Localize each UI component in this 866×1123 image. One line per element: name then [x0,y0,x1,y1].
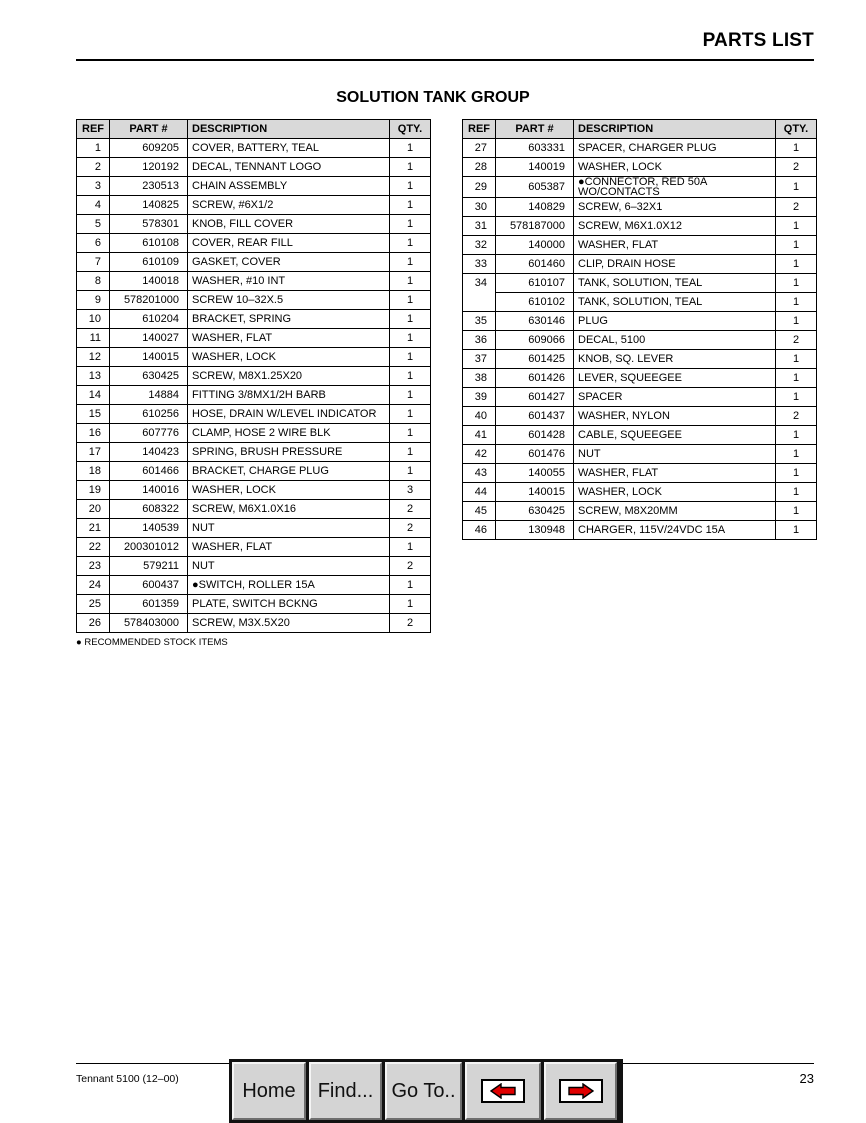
qty-cell: 2 [776,158,817,177]
part-header: PART # [496,120,574,139]
table-row [77,614,431,633]
table-row [463,521,817,540]
table-row [77,329,431,348]
qty-cell: 1 [776,139,817,158]
description-header: DESCRIPTION [574,120,776,139]
description-cell: SPACER, CHARGER PLUG [574,139,776,158]
ref-cell: 29 [463,177,496,198]
qty-header: QTY. [776,120,817,139]
description-cell: WASHER, NYLON [574,407,776,426]
part-number-cell: 609205 [110,139,188,158]
part-number-cell: 140016 [110,481,188,500]
description-cell: TANK, SOLUTION, TEAL [574,293,776,312]
qty-cell: 1 [776,255,817,274]
table-row [77,139,431,158]
qty-cell: 1 [390,234,431,253]
description-cell: FITTING 3/8MX1/2H BARB [188,386,390,405]
section-title: SOLUTION TANK GROUP [336,89,530,106]
table-row [77,386,431,405]
qty-cell: 1 [776,388,817,407]
parts-table-left [76,119,431,633]
table-row [463,198,817,217]
ref-cell: 6 [77,234,110,253]
description-cell: SCREW, M6X1.0X12 [574,217,776,236]
ref-header: REF [77,120,110,139]
ref-cell: 13 [77,367,110,386]
part-number-cell: 605387 [496,177,574,198]
qty-cell: 1 [390,139,431,158]
table-row [463,445,817,464]
description-cell: GASKET, COVER [188,253,390,272]
next-page-button[interactable] [544,1062,617,1120]
description-cell: SCREW, M6X1.0X16 [188,500,390,519]
description-cell: WASHER, LOCK [574,483,776,502]
table-row [463,331,817,350]
qty-cell: 1 [776,312,817,331]
previous-page-button[interactable] [465,1062,541,1120]
part-number-cell: 601460 [496,255,574,274]
qty-cell: 1 [776,217,817,236]
part-number-cell: 140018 [110,272,188,291]
description-cell: CHARGER, 115V/24VDC 15A [574,521,776,540]
ref-cell: 3 [77,177,110,196]
ref-cell: 25 [77,595,110,614]
table-header-row [77,120,431,139]
table-row [77,272,431,291]
ref-cell: 23 [77,557,110,576]
qty-cell: 2 [776,198,817,217]
qty-cell: 1 [390,443,431,462]
ref-cell: 4 [77,196,110,215]
qty-cell: 1 [390,405,431,424]
part-number-cell: 140539 [110,519,188,538]
table-row [463,274,817,293]
table-row [77,595,431,614]
qty-cell: 1 [390,158,431,177]
qty-cell: 1 [390,538,431,557]
part-number-cell: 601476 [496,445,574,464]
description-header: DESCRIPTION [188,120,390,139]
qty-cell: 1 [776,177,817,198]
ref-cell: 9 [77,291,110,310]
qty-cell: 1 [390,291,431,310]
description-cell: WASHER, LOCK [188,481,390,500]
qty-cell: 2 [390,519,431,538]
ref-cell: 22 [77,538,110,557]
description-cell: SCREW, M8X20MM [574,502,776,521]
part-number-cell: 630425 [496,502,574,521]
ref-cell: 40 [463,407,496,426]
qty-cell: 1 [390,177,431,196]
part-number-cell: 601359 [110,595,188,614]
table-row [77,557,431,576]
table-row [77,481,431,500]
part-number-cell: 578301 [110,215,188,234]
part-number-cell: 140000 [496,236,574,255]
part-header: PART # [110,120,188,139]
table-row [77,462,431,481]
part-number-cell: 610108 [110,234,188,253]
part-number-cell: 601466 [110,462,188,481]
parts-table-right [462,119,817,540]
qty-cell: 2 [390,557,431,576]
ref-cell: 35 [463,312,496,331]
qty-cell: 1 [776,445,817,464]
qty-cell: 1 [390,595,431,614]
qty-cell: 1 [776,236,817,255]
qty-cell: 1 [390,424,431,443]
recommended-stock-footnote: ● RECOMMENDED STOCK ITEMS [76,637,228,648]
table-row [77,291,431,310]
description-cell: SCREW, 6–32X1 [574,198,776,217]
ref-cell: 18 [77,462,110,481]
page-header-title: PARTS LIST [702,30,814,51]
description-cell: CLAMP, HOSE 2 WIRE BLK [188,424,390,443]
table-row [463,502,817,521]
table-row [77,576,431,595]
ref-cell: 12 [77,348,110,367]
find-button[interactable]: Find... [309,1062,382,1120]
part-number-cell: 200301012 [110,538,188,557]
part-number-cell: 601437 [496,407,574,426]
table-row [77,443,431,462]
description-cell: WASHER, LOCK [574,158,776,177]
part-number-cell: 607776 [110,424,188,443]
description-cell: TANK, SOLUTION, TEAL [574,274,776,293]
table-row [77,215,431,234]
description-cell: COVER, REAR FILL [188,234,390,253]
description-cell: WASHER, FLAT [188,329,390,348]
ref-cell: 8 [77,272,110,291]
ref-cell: 31 [463,217,496,236]
qty-header: QTY. [390,120,431,139]
part-number-cell: 140825 [110,196,188,215]
description-cell: WASHER, #10 INT [188,272,390,291]
ref-cell: 21 [77,519,110,538]
description-cell: WASHER, FLAT [574,236,776,255]
table-row [463,177,817,198]
description-cell: PLUG [574,312,776,331]
ref-cell: 10 [77,310,110,329]
qty-cell: 1 [776,521,817,540]
ref-cell: 38 [463,369,496,388]
qty-cell: 3 [390,481,431,500]
part-number-cell: 630146 [496,312,574,331]
part-number-cell: 579211 [110,557,188,576]
ref-cell: 28 [463,158,496,177]
ref-cell: 7 [77,253,110,272]
ref-cell: 15 [77,405,110,424]
part-number-cell: 140829 [496,198,574,217]
description-cell: DECAL, TENNANT LOGO [188,158,390,177]
part-number-cell: 578403000 [110,614,188,633]
qty-cell: 2 [390,500,431,519]
qty-cell: 1 [390,196,431,215]
ref-cell [463,293,496,312]
qty-cell: 1 [390,215,431,234]
qty-cell: 1 [776,369,817,388]
qty-cell: 2 [390,614,431,633]
description-cell: NUT [188,557,390,576]
left-arrow-icon [481,1079,525,1103]
description-cell: SCREW 10–32X.5 [188,291,390,310]
table-row [463,158,817,177]
ref-cell: 26 [77,614,110,633]
header-rule [76,59,814,61]
ref-cell: 14 [77,386,110,405]
ref-cell: 2 [77,158,110,177]
part-number-cell: 600437 [110,576,188,595]
qty-cell: 1 [776,464,817,483]
table-row [463,483,817,502]
description-cell: HOSE, DRAIN W/LEVEL INDICATOR [188,405,390,424]
description-cell: SCREW, M8X1.25X20 [188,367,390,386]
ref-cell: 44 [463,483,496,502]
goto-button[interactable]: Go To.. [385,1062,462,1120]
description-cell: BRACKET, CHARGE PLUG [188,462,390,481]
description-cell: SPRING, BRUSH PRESSURE [188,443,390,462]
ref-cell: 43 [463,464,496,483]
part-number-cell: 140027 [110,329,188,348]
description-cell: SCREW, #6X1/2 [188,196,390,215]
qty-cell: 1 [390,576,431,595]
qty-cell: 1 [776,274,817,293]
description-cell: SCREW, M3X.5X20 [188,614,390,633]
part-number-cell: 140055 [496,464,574,483]
table-row [463,312,817,331]
table-header-row [463,120,817,139]
table-row [77,519,431,538]
table-row [77,253,431,272]
table-row [463,217,817,236]
ref-cell: 27 [463,139,496,158]
table-row [463,255,817,274]
ref-cell: 11 [77,329,110,348]
part-number-cell: 630425 [110,367,188,386]
right-arrow-icon [559,1079,603,1103]
part-number-cell: 578187000 [496,217,574,236]
description-cell: ●SWITCH, ROLLER 15A [188,576,390,595]
table-row [77,538,431,557]
part-number-cell: 610109 [110,253,188,272]
table-row [77,405,431,424]
table-row [463,388,817,407]
part-number-cell: 601425 [496,350,574,369]
table-row [77,367,431,386]
part-number-cell: 610256 [110,405,188,424]
part-number-cell: 14884 [110,386,188,405]
ref-cell: 5 [77,215,110,234]
ref-cell: 30 [463,198,496,217]
table-row [463,464,817,483]
table-row [463,293,817,312]
description-cell: CLIP, DRAIN HOSE [574,255,776,274]
part-number-cell: 609066 [496,331,574,350]
qty-cell: 1 [390,367,431,386]
description-cell: KNOB, FILL COVER [188,215,390,234]
table-row [77,177,431,196]
table-row [463,139,817,158]
ref-cell: 39 [463,388,496,407]
ref-cell: 46 [463,521,496,540]
ref-cell: 24 [77,576,110,595]
qty-cell: 1 [390,348,431,367]
part-number-cell: 578201000 [110,291,188,310]
table-row [463,369,817,388]
table-row [463,350,817,369]
part-number-cell: 120192 [110,158,188,177]
description-cell: LEVER, SQUEEGEE [574,369,776,388]
part-number-cell: 130948 [496,521,574,540]
qty-cell: 1 [390,386,431,405]
ref-cell: 19 [77,481,110,500]
part-number-cell: 140015 [496,483,574,502]
ref-cell: 1 [77,139,110,158]
part-number-cell: 601426 [496,369,574,388]
description-cell: WASHER, FLAT [188,538,390,557]
qty-cell: 1 [390,253,431,272]
part-number-cell: 610107 [496,274,574,293]
qty-cell: 1 [776,426,817,445]
ref-cell: 20 [77,500,110,519]
description-cell: SPACER [574,388,776,407]
ref-cell: 34 [463,274,496,293]
table-row [77,424,431,443]
description-cell: PLATE, SWITCH BCKNG [188,595,390,614]
table-row [77,500,431,519]
part-number-cell: 601428 [496,426,574,445]
qty-cell: 1 [776,350,817,369]
part-number-cell: 140019 [496,158,574,177]
qty-cell: 1 [390,310,431,329]
description-cell: KNOB, SQ. LEVER [574,350,776,369]
part-number-cell: 601427 [496,388,574,407]
qty-cell: 1 [390,272,431,291]
ref-cell: 45 [463,502,496,521]
description-cell: NUT [188,519,390,538]
table-row [463,426,817,445]
description-cell: CHAIN ASSEMBLY [188,177,390,196]
ref-cell: 32 [463,236,496,255]
home-button[interactable]: Home [232,1062,306,1120]
page-number: 23 [799,1071,814,1086]
description-cell: COVER, BATTERY, TEAL [188,139,390,158]
qty-cell: 1 [776,502,817,521]
part-number-cell: 610204 [110,310,188,329]
description-cell: WASHER, LOCK [188,348,390,367]
part-number-cell: 140015 [110,348,188,367]
description-cell: BRACKET, SPRING [188,310,390,329]
ref-cell: 42 [463,445,496,464]
table-row [77,158,431,177]
part-number-cell: 603331 [496,139,574,158]
table-row [77,196,431,215]
ref-cell: 41 [463,426,496,445]
ref-header: REF [463,120,496,139]
table-row [77,310,431,329]
ref-cell: 33 [463,255,496,274]
table-row [463,236,817,255]
description-cell: ●CONNECTOR, RED 50A WO/CONTACTS [574,177,776,198]
navigation-bar [229,1059,623,1123]
part-number-cell: 610102 [496,293,574,312]
ref-cell: 37 [463,350,496,369]
description-cell: NUT [574,445,776,464]
description-cell: WASHER, FLAT [574,464,776,483]
part-number-cell: 140423 [110,443,188,462]
table-row [77,234,431,253]
qty-cell: 1 [390,329,431,348]
qty-cell: 2 [776,331,817,350]
qty-cell: 2 [776,407,817,426]
description-cell: CABLE, SQUEEGEE [574,426,776,445]
ref-cell: 17 [77,443,110,462]
table-row [463,407,817,426]
footer-manual-label: Tennant 5100 (12–00) [76,1073,179,1085]
table-row [77,348,431,367]
qty-cell: 1 [390,462,431,481]
qty-cell: 1 [776,293,817,312]
ref-cell: 16 [77,424,110,443]
qty-cell: 1 [776,483,817,502]
ref-cell: 36 [463,331,496,350]
description-cell: DECAL, 5100 [574,331,776,350]
part-number-cell: 608322 [110,500,188,519]
part-number-cell: 230513 [110,177,188,196]
